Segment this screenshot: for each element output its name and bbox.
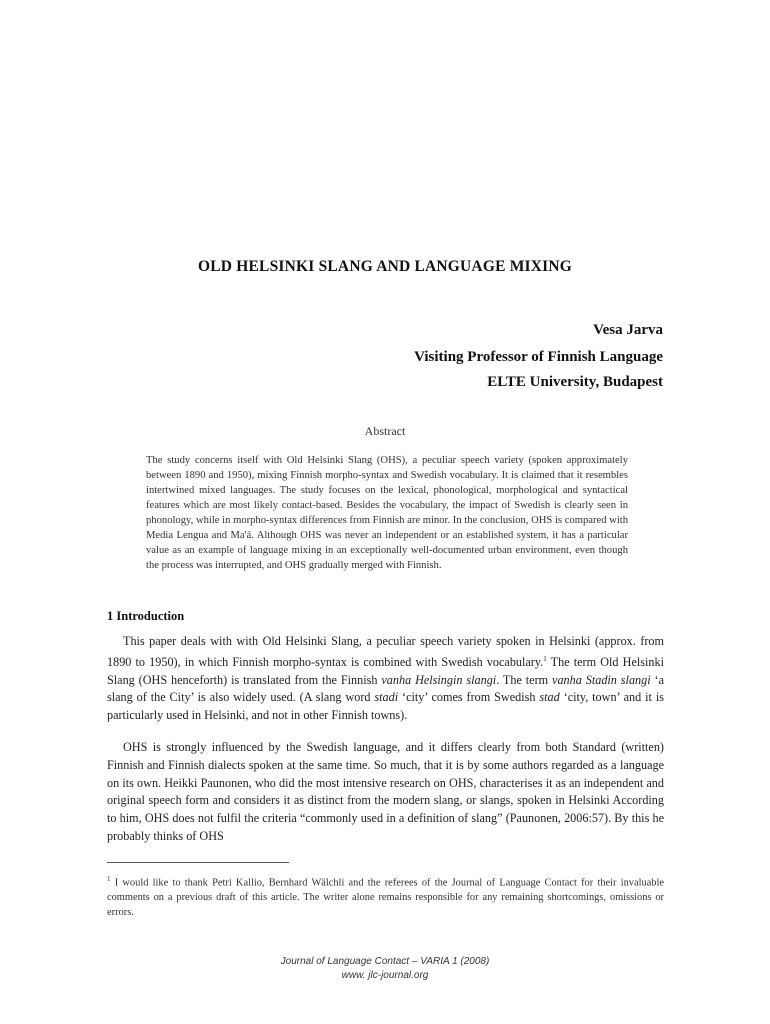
intro-paragraph-1 xyxy=(107,633,664,725)
para2-text: OHS is strongly influenced by the Swedish language, and it differs clearly from both Standard (written) Finnish and Finnish dialects spoken at the same time. So much, that it is by some authors regarded as a language on its own. Heikki Paunonen, who did the most intensive research on OHS, characterises it as an independent and original speech form and considers it as distinct from the modern slang, or slangs, spoken in Helsinki According to him, OHS does not fulfil the criteria “commonly used in a definition of slang” (Paunonen, 2006:57). By this he probably thinks of OHS xyxy=(107,740,664,843)
section-heading: 1 Introduction xyxy=(107,609,185,623)
footnote xyxy=(107,872,664,920)
para1-text-5: ‘city’ comes from Swedish xyxy=(398,690,540,705)
footnote-marker: 1 xyxy=(543,654,547,663)
para1-text-6: ‘city, town’ and it is particularly used in Helsinki, and not in other Finnish towns). xyxy=(107,690,664,723)
abstract-text: The study concerns itself with Old Helsinki Slang (OHS), a peculiar speech variety (spoken approximately between 1890 and 1950), mixing Finnish morpho-syntax and Swedish vocabulary. It is claimed that it resembles intertwined mixed languages. The study focuses on the lexical, phonological, morphological and syntactical features which are most likely contact-based. Besides the vocabulary, the impact of Swedish is clearly seen in phonology, while in morpho-syntax differences from Finnish are minor. In the conclusion, OHS is compared with Media Lengua and Ma'á. Although OHS was never an independent or an established system, it has a particular value as an example of language mixing in an exceptionally well-documented urban environment, even though the process was interrupted, and OHS gradually merged with Finnish. xyxy=(146,455,628,571)
para1-text-1: This paper deals with with Old Helsinki Slang, a peculiar speech variety spoken in Helsinki (approx. from 1890 to 1950), in which Finnish morpho-syntax is combined with Swedish vocabulary. xyxy=(107,634,664,669)
para1-text-2: The term Old Helsinki Slang (OHS henceforth) is translated from the Finnish xyxy=(107,654,664,687)
paper-title: OLD HELSINKI SLANG AND LANGUAGE MIXING xyxy=(197,258,573,275)
author-name: Vesa Jarva xyxy=(593,322,663,338)
para1-text-3: . The term xyxy=(496,672,553,687)
author-affiliation: ELTE University, Budapest xyxy=(487,374,663,390)
footnote-divider xyxy=(107,862,289,863)
intro-paragraph-2 xyxy=(107,739,664,846)
footer-url: www. jlc-journal.org xyxy=(341,970,429,981)
para1-text-4: ‘a slang of the City’ is also widely used. (A slang word xyxy=(107,672,664,705)
para1-italic-term-2: vanha Stadin slangi xyxy=(552,672,651,687)
author-position: Visiting Professor of Finnish Language xyxy=(414,349,663,365)
para1-italic-term-3: stadi xyxy=(374,690,399,705)
abstract-heading: Abstract xyxy=(364,424,406,438)
footnote-text: I would like to thank Petri Kallio, Bernhard Wälchli and the referees of the Journal of Language Contact for their invaluable comments on a previous draft of this article. The writer alone remains responsible for any remaining shortcomings, omissions or errors. xyxy=(107,877,664,919)
footer-journal: Journal of Language Contact – VARIA 1 (2008) xyxy=(280,956,490,967)
footnote-mark: 1 xyxy=(107,875,111,883)
para1-italic-term-1: vanha Helsingin slangi xyxy=(381,672,497,687)
para1-italic-term-4: stad xyxy=(539,690,560,705)
